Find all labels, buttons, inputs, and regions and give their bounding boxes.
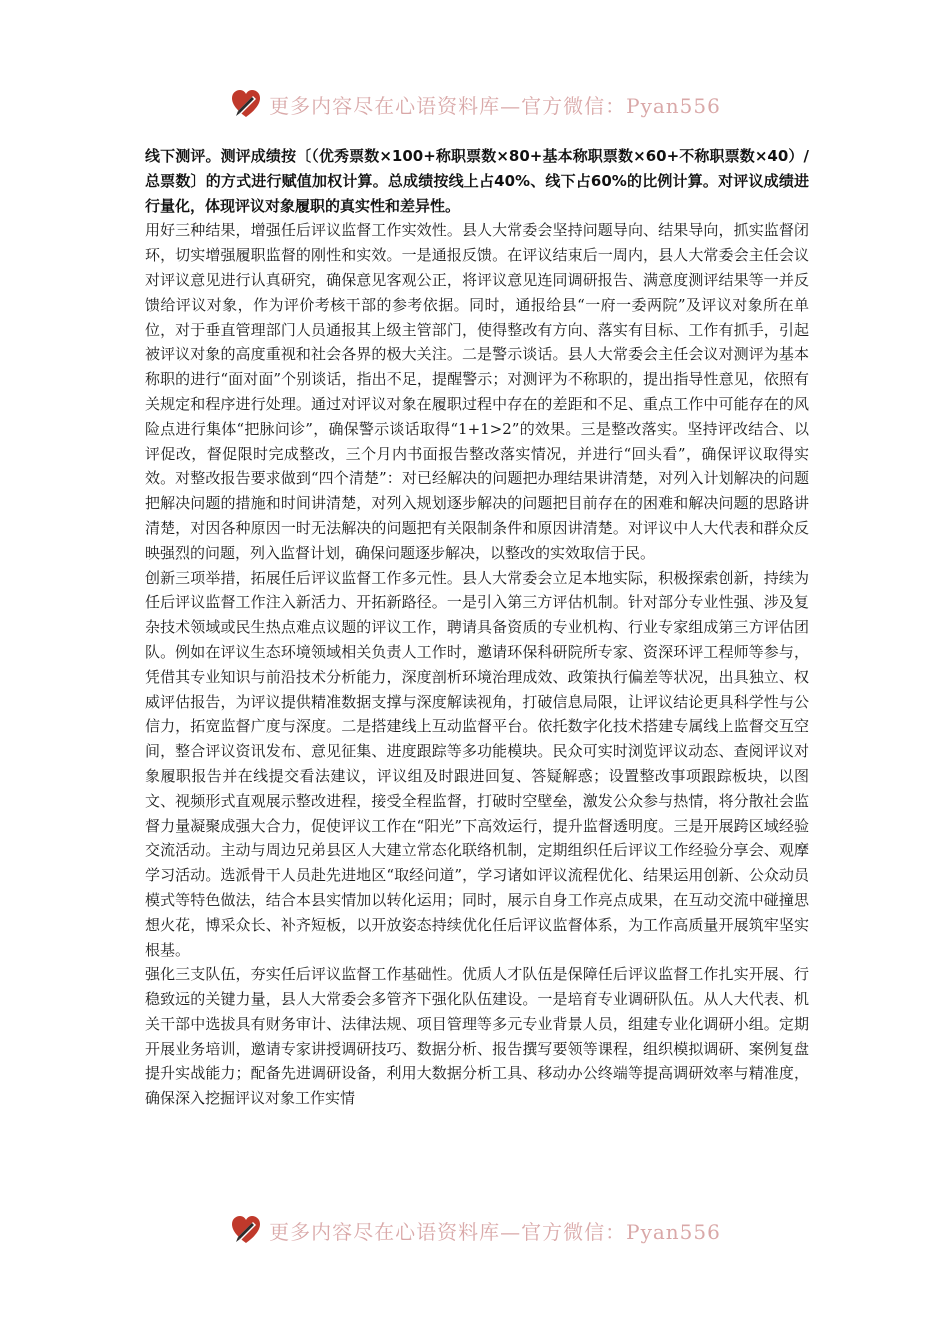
- paragraph-4: 强化三支队伍，夯实任后评议监督工作基础性。优质人才队伍是保障任后评议监督工作扎实开展、行稳致远的关键力量，县人大常委会多管齐下强化队伍建设。一是培育专业调研队伍。从人大代表、机关干部中选拔具有财务审计、法律法规、项目管理等多元专业背景人员，组建专业化调研小组。定期开展业务培训，邀请专家讲授调研技巧、数据分析、报告撰写要领等课程，组织模拟调研、案例复盘提升实战能力；配备先进调研设备，利用大数据分析工具、移动办公终端等提高调研效率与精准度，确保深入挖掘评议对象工作实情: [145, 965, 809, 1108]
- pen-heart-logo-icon: [229, 87, 263, 121]
- bottom-banner: [0, 1210, 950, 1250]
- top-banner: [0, 84, 950, 124]
- paragraph-1: 线下测评。测评成绩按〔（优秀票数×100+称职票数×80+基本称职票数×60+不称职票数×40）/总票数〕的方式进行赋值加权计算。总成绩按线上占40%、线下占60%的比例计算。对评议成绩进行量化，体现评议对象履职的真实性和差异性。: [145, 147, 809, 215]
- document-body: [145, 144, 809, 1111]
- paragraph-2: 用好三种结果，增强任后评议监督工作实效性。县人大常委会坚持问题导向、结果导向，抓实监督闭环，切实增强履职监督的刚性和实效。一是通报反馈。在评议结束后一周内，县人大常委会主任会议对评议意见进行认真研究，确保意见客观公正，将评议意见连同调研报告、满意度测评结果等一并反馈给评议对象，作为评价考核干部的参考依据。同时，通报给县“一府一委两院”及评议对象所在单位，对于垂直管理部门人员通报其上级主管部门，使得整改有方向、落实有目标、工作有抓手，引起被评议对象的高度重视和社会各界的极大关注。二是警示谈话。县人大常委会主任会议对测评为基本称职的进行“面对面”个别谈话，指出不足，提醒警示；对测评为不称职的，提出指导性意见，依照有关规定和程序进行处理。通过对评议对象在履职过程中存在的差距和不足、重点工作中可能存在的风险点进行集体“把脉问诊”，确保警示谈话取得“1+1>2”的效果。三是整改落实。坚持评改结合、以评促改，督促限时完成整改，三个月内书面报告整改落实情况，并进行“回头看”，确保评议取得实效。对整改报告要求做到“四个清楚”：对已经解决的问题把办理结果讲清楚，对列入计划解决的问题把解决问题的措施和时间讲清楚，对列入规划逐步解决的问题把目前存在的困难和解决问题的思路讲清楚，对因各种原因一时无法解决的问题把有关限制条件和原因讲清楚。对评议中人大代表和群众反映强烈的问题，列入监督计划，确保问题逐步解决，以整改的实效取信于民。: [145, 221, 809, 562]
- banner-text: 更多内容尽在心语资料库—官方微信：Pyan556: [269, 93, 721, 118]
- pen-heart-logo-icon: [229, 1213, 263, 1247]
- paragraph-3: 创新三项举措，拓展任后评议监督工作多元性。县人大常委会立足本地实际，积极探索创新，持续为任后评议监督工作注入新活力、开拓新路径。一是引入第三方评估机制。针对部分专业性强、涉及复杂技术领域或民生热点难点议题的评议工作，聘请具备资质的专业机构、行业专家组成第三方评估团队。例如在评议生态环境领域相关负责人工作时，邀请环保科研院所专家、资深环评工程师等参与，凭借其专业知识与前沿技术分析能力，深度剖析环境治理成效、政策执行偏差等状况，出具独立、权威评估报告，为评议提供精准数据支撑与深度解读视角，打破信息局限，让评议结论更具科学性与公信力，拓宽监督广度与深度。二是搭建线上互动监督平台。依托数字化技术搭建专属线上监督交互空间，整合评议资讯发布、意见征集、进度跟踪等多功能模块。民众可实时浏览评议动态、查阅评议对象履职报告并在线提交看法建议，评议组及时跟进回复、答疑解惑；设置整改事项跟踪板块，以图文、视频形式直观展示整改进程，接受全程监督，打破时空壁垒，激发公众参与热情，将分散社会监督力量凝聚成强大合力，促使评议工作在“阳光”下高效运行，提升监督透明度。三是开展跨区域经验交流活动。主动与周边兄弟县区人大建立常态化联络机制，定期组织任后评议工作经验分享会、观摩学习活动。选派骨干人员赴先进地区“取经问道”，学习诸如评议流程优化、结果运用创新、公众动员模式等特色做法，结合本县实情加以转化运用；同时，展示自身工作亮点成果，在互动交流中碰撞思想火花，博采众长、补齐短板，以开放姿态持续优化任后评议监督体系，为工作高质量开展筑牢坚实根基。: [145, 568, 809, 959]
- banner-text: 更多内容尽在心语资料库—官方微信：Pyan556: [269, 1219, 721, 1244]
